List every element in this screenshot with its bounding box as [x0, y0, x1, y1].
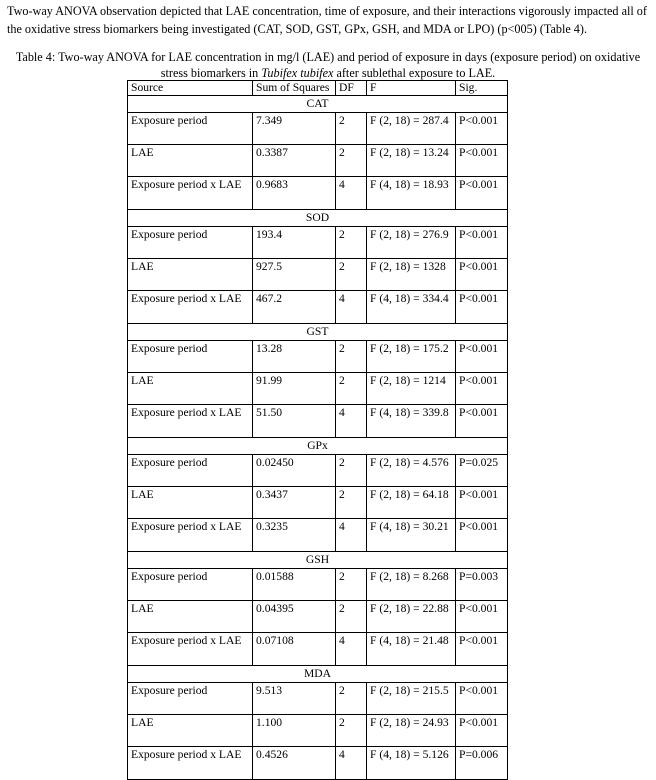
cell-sum-of-squares: 0.3387 [253, 145, 336, 177]
biomarker-name: GSH [128, 552, 508, 569]
cell-df: 4 [336, 291, 367, 324]
cell-df: 4 [336, 405, 367, 438]
cell-source: LAE [128, 601, 253, 633]
cell-df: 2 [336, 455, 367, 487]
cell-source: LAE [128, 487, 253, 519]
cell-sum-of-squares: 51.50 [253, 405, 336, 438]
cell-f: F (2, 18) = 4.576 [367, 455, 456, 487]
cell-source: Exposure period x LAE [128, 519, 253, 552]
cell-sum-of-squares: 927.5 [253, 259, 336, 291]
cell-source: Exposure period [128, 683, 253, 715]
cell-source: Exposure period [128, 569, 253, 601]
cell-source: Exposure period [128, 227, 253, 259]
cell-sig: P<0.001 [456, 227, 508, 259]
table-caption [14, 49, 642, 81]
cell-f: F (2, 18) = 24.93 [367, 715, 456, 747]
cell-f: F (2, 18) = 1328 [367, 259, 456, 291]
cell-df: 2 [336, 341, 367, 373]
cell-sig: P<0.001 [456, 519, 508, 552]
cell-sum-of-squares: 467.2 [253, 291, 336, 324]
cell-source: Exposure period [128, 341, 253, 373]
cell-df: 2 [336, 569, 367, 601]
table-row [128, 487, 508, 519]
cell-f: F (2, 18) = 287.4 [367, 113, 456, 145]
cell-f: F (4, 18) = 5.126 [367, 747, 456, 780]
cell-sum-of-squares: 0.3235 [253, 519, 336, 552]
table-row [128, 715, 508, 747]
cell-f: F (4, 18) = 334.4 [367, 291, 456, 324]
biomarker-name: GPx [128, 438, 508, 455]
cell-source: Exposure period x LAE [128, 405, 253, 438]
table-row [128, 145, 508, 177]
cell-source: LAE [128, 373, 253, 405]
table-row [128, 227, 508, 259]
biomarker-group-row [128, 552, 508, 569]
cell-sig: P<0.001 [456, 373, 508, 405]
cell-df: 2 [336, 373, 367, 405]
cell-df: 4 [336, 519, 367, 552]
cell-sum-of-squares: 0.4526 [253, 747, 336, 780]
table-row [128, 291, 508, 324]
cell-df: 4 [336, 177, 367, 210]
cell-f: F (4, 18) = 30.21 [367, 519, 456, 552]
cell-sum-of-squares: 13.28 [253, 341, 336, 373]
cell-sig: P<0.001 [456, 405, 508, 438]
header-sum-of-squares: Sum of Squares [253, 81, 336, 96]
cell-source: LAE [128, 259, 253, 291]
cell-sig: P<0.001 [456, 113, 508, 145]
biomarker-group-row [128, 666, 508, 683]
cell-sig: P<0.001 [456, 177, 508, 210]
header-df: DF [336, 81, 367, 96]
cell-df: 4 [336, 633, 367, 666]
cell-sum-of-squares: 1.100 [253, 715, 336, 747]
biomarker-group-row [128, 210, 508, 227]
intro-paragraph: Two-way ANOVA observation depicted that LAE concentration, time of exposure, and their interactions vigorously impacted all of the oxidative stress biomarkers being investigated (CAT, SOD, GST, GPx, GSH, and MDA or LPO) (p<005) (Table 4). [7, 4, 647, 36]
table-row [128, 259, 508, 291]
cell-sum-of-squares: 0.02450 [253, 455, 336, 487]
cell-df: 2 [336, 715, 367, 747]
table-row [128, 455, 508, 487]
cell-source: Exposure period x LAE [128, 747, 253, 780]
header-f: F [367, 81, 456, 96]
cell-f: F (4, 18) = 18.93 [367, 177, 456, 210]
caption-text-end: after sublethal exposure to LAE. [333, 66, 496, 80]
table-row [128, 405, 508, 438]
header-source: Source [128, 81, 253, 96]
cell-f: F (2, 18) = 1214 [367, 373, 456, 405]
cell-f: F (4, 18) = 21.48 [367, 633, 456, 666]
table-row [128, 633, 508, 666]
biomarker-name: SOD [128, 210, 508, 227]
cell-sum-of-squares: 9.513 [253, 683, 336, 715]
cell-sig: P<0.001 [456, 715, 508, 747]
table-row [128, 519, 508, 552]
cell-f: F (2, 18) = 8.268 [367, 569, 456, 601]
cell-df: 2 [336, 227, 367, 259]
cell-source: LAE [128, 715, 253, 747]
cell-sig: P<0.001 [456, 633, 508, 666]
table-row [128, 601, 508, 633]
caption-species: Tubifex tubifex [261, 66, 334, 80]
cell-sum-of-squares: 91.99 [253, 373, 336, 405]
cell-sum-of-squares: 7.349 [253, 113, 336, 145]
cell-f: F (2, 18) = 276.9 [367, 227, 456, 259]
cell-sig: P=0.003 [456, 569, 508, 601]
cell-df: 2 [336, 601, 367, 633]
cell-sum-of-squares: 0.9683 [253, 177, 336, 210]
cell-sig: P<0.001 [456, 259, 508, 291]
cell-f: F (2, 18) = 22.88 [367, 601, 456, 633]
cell-f: F (2, 18) = 13.24 [367, 145, 456, 177]
cell-df: 2 [336, 113, 367, 145]
cell-source: Exposure period x LAE [128, 177, 253, 210]
header-row [128, 81, 508, 96]
cell-sum-of-squares: 0.3437 [253, 487, 336, 519]
cell-sig: P<0.001 [456, 291, 508, 324]
cell-f: F (2, 18) = 215.5 [367, 683, 456, 715]
biomarker-group-row [128, 324, 508, 341]
biomarker-group-row [128, 438, 508, 455]
cell-f: F (2, 18) = 175.2 [367, 341, 456, 373]
caption-text: Table 4: Two-way ANOVA for LAE concentration in mg/l (LAE) and period of exposure in days (exposure period) on oxidative stress biomarkers in [15, 50, 641, 80]
cell-f: F (2, 18) = 64.18 [367, 487, 456, 519]
anova-table-body [128, 96, 508, 780]
cell-sum-of-squares: 193.4 [253, 227, 336, 259]
table-row [128, 569, 508, 601]
cell-df: 2 [336, 145, 367, 177]
cell-source: LAE [128, 145, 253, 177]
table-row [128, 341, 508, 373]
cell-sig: P<0.001 [456, 683, 508, 715]
table-row [128, 113, 508, 145]
cell-sig: P<0.001 [456, 601, 508, 633]
cell-sig: P<0.001 [456, 487, 508, 519]
biomarker-name: GST [128, 324, 508, 341]
biomarker-name: MDA [128, 666, 508, 683]
cell-df: 2 [336, 683, 367, 715]
cell-f: F (4, 18) = 339.8 [367, 405, 456, 438]
cell-source: Exposure period [128, 455, 253, 487]
cell-source: Exposure period x LAE [128, 291, 253, 324]
header-sig: Sig. [456, 81, 508, 96]
cell-df: 2 [336, 259, 367, 291]
cell-source: Exposure period [128, 113, 253, 145]
table-row [128, 373, 508, 405]
cell-sig: P=0.006 [456, 747, 508, 780]
cell-df: 4 [336, 747, 367, 780]
biomarker-group-row [128, 96, 508, 113]
anova-table [127, 80, 508, 780]
cell-df: 2 [336, 487, 367, 519]
cell-sig: P<0.001 [456, 341, 508, 373]
biomarker-name: CAT [128, 96, 508, 113]
cell-sum-of-squares: 0.01588 [253, 569, 336, 601]
table-row [128, 177, 508, 210]
cell-sum-of-squares: 0.07108 [253, 633, 336, 666]
table-row [128, 683, 508, 715]
cell-sig: P<0.001 [456, 145, 508, 177]
cell-sum-of-squares: 0.04395 [253, 601, 336, 633]
cell-source: Exposure period x LAE [128, 633, 253, 666]
cell-sig: P=0.025 [456, 455, 508, 487]
